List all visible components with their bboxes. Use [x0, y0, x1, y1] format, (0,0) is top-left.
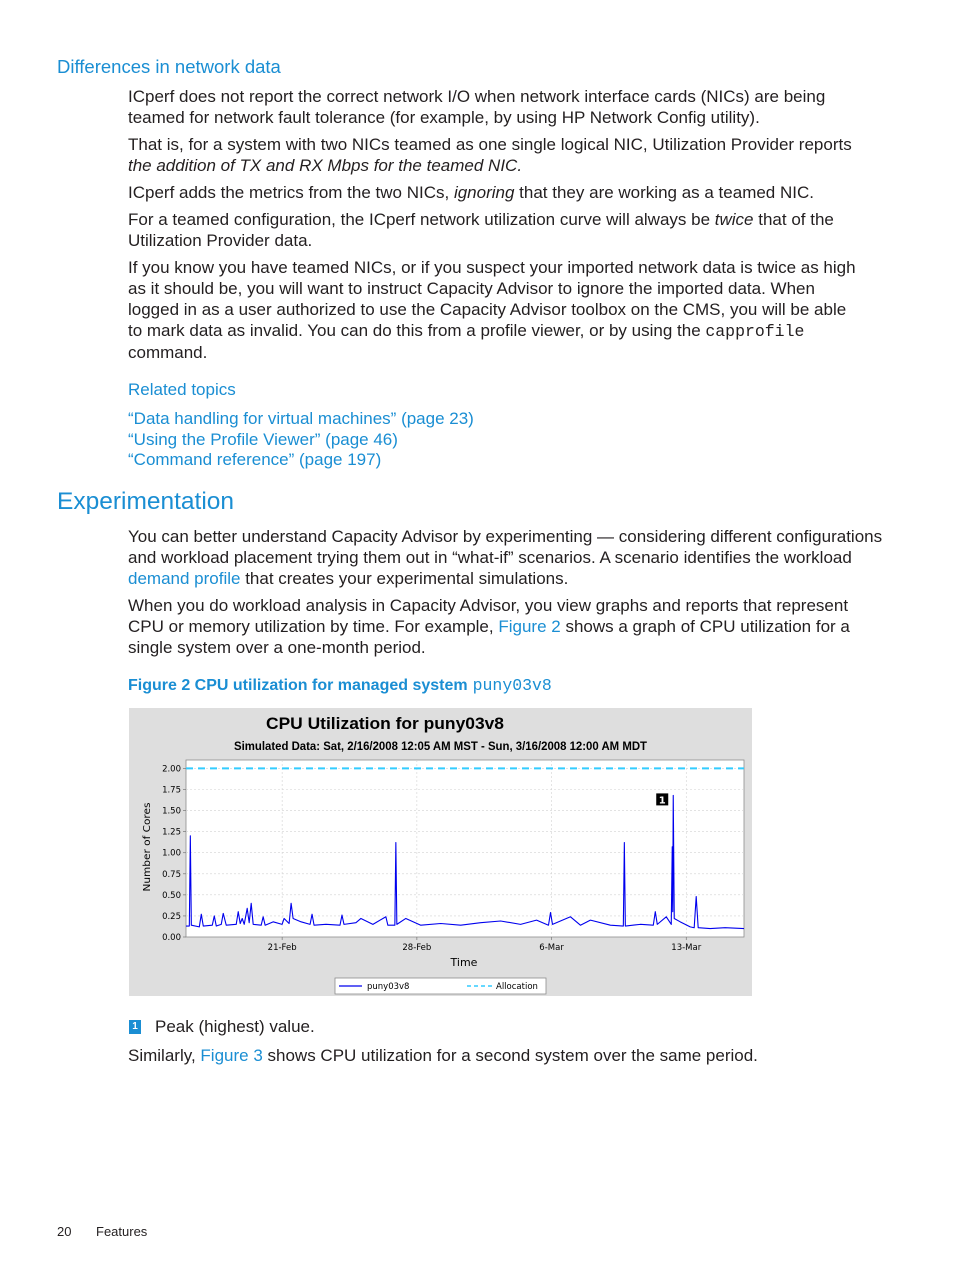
- paragraph-icperf-network-io: [128, 86, 825, 128]
- text-line-italic: the addition of TX and RX Mbps for the teamed NIC.: [128, 156, 523, 175]
- y-tick-label: 0.75: [162, 869, 181, 880]
- related-link-data-handling[interactable]: “Data handling for virtual machines” (page 23): [128, 409, 474, 428]
- link-figure-3[interactable]: Figure 3: [200, 1046, 263, 1065]
- text-run: to mark data as invalid. You can do this from a profile viewer, or by using the: [128, 321, 706, 340]
- y-tick-label: 0.00: [162, 933, 181, 943]
- text-run-italic: twice: [714, 210, 754, 229]
- y-tick-label: 0.25: [162, 911, 181, 922]
- y-tick-label: 0.50: [162, 890, 181, 901]
- paragraph-experimenting: [128, 526, 882, 589]
- x-tick-label: 28-Feb: [402, 943, 432, 953]
- related-topics-heading: Related topics: [128, 380, 236, 399]
- text-run: that they are working as a teamed NIC.: [514, 183, 814, 202]
- y-axis-label: Number of Cores: [142, 811, 153, 892]
- text-run: shows a graph of CPU utilization for a: [560, 617, 850, 636]
- text-run-italic: ignoring: [453, 183, 515, 202]
- chart-subtitle: Simulated Data: Sat, 2/16/2008 12:05 AM MST - Sun, 3/16/2008 12:00 AM MDT: [234, 741, 647, 753]
- paragraph-icperf-adds: [128, 182, 814, 203]
- y-tick-label: 2.00: [162, 764, 181, 775]
- figure-caption: [128, 675, 552, 697]
- link-figure-2[interactable]: Figure 2: [498, 617, 561, 636]
- paragraph-teamed-configuration: [128, 209, 834, 251]
- text-run: Similarly,: [128, 1046, 201, 1065]
- link-demand-profile[interactable]: demand profile: [128, 569, 241, 588]
- text-line: That is, for a system with two NICs teamed as one single logical NIC, Utilization Provider reports: [128, 135, 852, 154]
- paragraph-similarly-figure-3: [128, 1045, 758, 1066]
- x-tick-label: 21-Feb: [267, 943, 297, 953]
- figure-2-chart: [129, 708, 752, 996]
- text-line: command.: [128, 343, 208, 362]
- text-line: [128, 568, 882, 589]
- text-line: [128, 616, 850, 637]
- text-run: For a teamed configuration, the ICperf network utilization curve will always be: [128, 210, 715, 229]
- text-run: CPU or memory utilization by time. For example,: [128, 617, 499, 636]
- text-line: When you do workload analysis in Capacity Advisor, you view graphs and reports that represent: [128, 596, 849, 615]
- text-line: Utilization Provider data.: [128, 231, 313, 250]
- related-link-command-reference[interactable]: “Command reference” (page 197): [128, 450, 382, 469]
- text-line: [128, 320, 856, 342]
- legend-label-allocation: Allocation: [496, 982, 538, 992]
- text-line: ICperf does not report the correct network I/O when network interface cards (NICs) are being: [128, 87, 826, 106]
- figure-caption-label: Figure 2 CPU utilization for managed system: [128, 677, 468, 694]
- plot-area: [186, 760, 744, 937]
- related-topics-list: [128, 409, 474, 471]
- y-tick-label: 1.00: [162, 848, 181, 859]
- paragraph-workload-analysis: [128, 595, 850, 658]
- text-line: teamed for network fault tolerance (for example, by using HP Network Config utility).: [128, 108, 760, 127]
- chart-title: CPU Utilization for puny03v8: [266, 714, 504, 733]
- text-run: that of the: [753, 210, 834, 229]
- section-heading-experimentation: Experimentation: [57, 488, 235, 515]
- text-line: single system over a one-month period.: [128, 638, 426, 657]
- legend-label-puny03v8: puny03v8: [367, 982, 410, 992]
- text-line: If you know you have teamed NICs, or if you suspect your imported network data is twice as high: [128, 258, 856, 277]
- x-axis-label: Time: [450, 956, 478, 969]
- figure-caption-system-name: puny03v8: [472, 676, 552, 695]
- command-name-capprofile: capprofile: [705, 322, 805, 341]
- text-line: and workload placement trying them out in “what-if” scenarios. A scenario identifies the workload: [128, 548, 852, 567]
- text-line: logged in as a user authorized to use the Capacity Advisor toolbox on the CMS, you will be able: [128, 300, 847, 319]
- y-tick-label: 1.75: [162, 785, 181, 796]
- cpu-utilization-chart: [129, 708, 752, 996]
- paragraph-mark-data-invalid: [128, 257, 856, 363]
- page-number: 20: [57, 1224, 72, 1239]
- text-line: [128, 209, 834, 230]
- peak-callout-label: 1: [658, 795, 666, 807]
- text-line: as it should be, you will want to instruct Capacity Advisor to ignore the imported data. When: [128, 279, 815, 298]
- text-run: that creates your experimental simulations.: [240, 569, 569, 588]
- chart-callouts: [656, 793, 668, 806]
- callout-description: Peak (highest) value.: [155, 1017, 315, 1036]
- paragraph-teamed-nics: [128, 134, 852, 176]
- section-heading-network-data: Differences in network data: [57, 56, 281, 77]
- text-line: You can better understand Capacity Advisor by experimenting — considering different configurations: [128, 527, 883, 546]
- x-tick-label: 13-Mar: [671, 943, 702, 953]
- footer-section-name: Features: [96, 1224, 148, 1239]
- y-tick-label: 1.25: [162, 827, 181, 838]
- x-tick-label: 6-Mar: [539, 943, 564, 953]
- related-link-profile-viewer[interactable]: “Using the Profile Viewer” (page 46): [128, 429, 398, 449]
- text-run: ICperf adds the metrics from the two NICs,: [128, 183, 454, 202]
- y-tick-label: 1.50: [162, 806, 181, 817]
- legend: [335, 978, 546, 994]
- callout-number-badge: 1: [129, 1020, 141, 1034]
- text-run: shows CPU utilization for a second system over the same period.: [262, 1046, 758, 1065]
